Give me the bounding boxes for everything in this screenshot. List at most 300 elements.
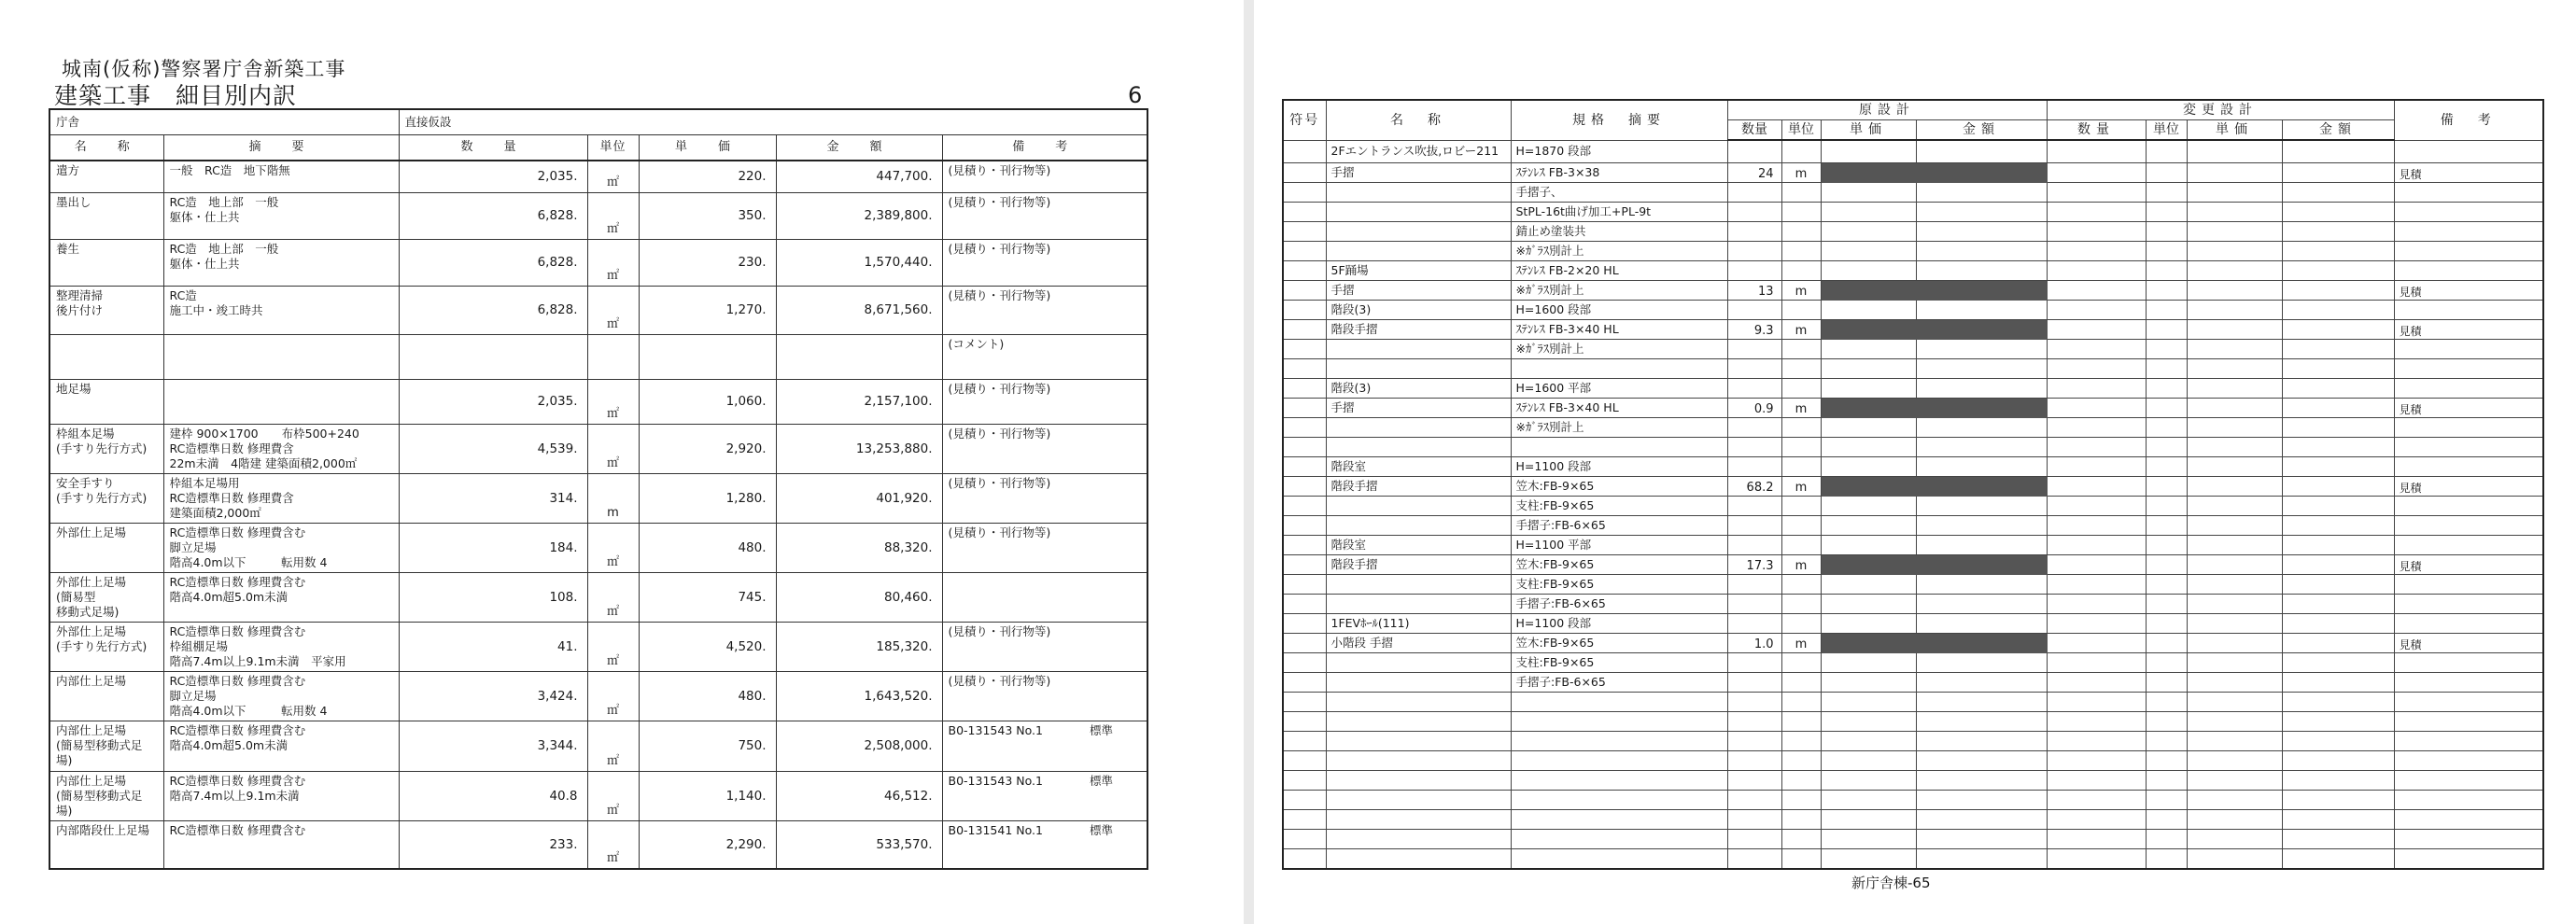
item-qty: 184. [399,523,587,572]
orig-amount [1916,438,2047,457]
chg-unit [2146,497,2187,516]
item-remark [2394,771,2543,791]
table-row [1283,359,2543,379]
item-name [1326,222,1511,242]
item-code [1283,418,1326,438]
orig-qty [1727,712,1781,732]
orig-unit [1781,830,1821,849]
right-document-page [1254,0,2576,924]
chg-qty [2047,140,2146,163]
chg-amount [2282,516,2394,536]
chg-unit [2146,222,2187,242]
chg-price [2187,140,2282,163]
item-name: 地足場 [49,379,163,424]
item-price: 480. [639,671,776,721]
header-chg-price: 単価 [2187,120,2282,141]
orig-qty: 17.3 [1727,555,1781,575]
table-row [49,622,1147,671]
orig-price [1821,595,1916,614]
orig-qty [1727,340,1781,359]
item-name: 階段手摺 [1326,477,1511,497]
chg-price [2187,418,2282,438]
item-amount: 2,157,100. [776,379,942,424]
table-row [1283,555,2543,575]
orig-price [1821,497,1916,516]
orig-amount [1916,203,2047,222]
item-name: 階段室 [1326,457,1511,477]
redacted-amount [1916,634,2047,653]
header-unit: 単位 [587,135,639,161]
orig-qty [1727,653,1781,673]
orig-qty [1727,242,1781,261]
chg-amount [2282,438,2394,457]
chg-price [2187,301,2282,320]
item-qty: 40.8 [399,771,587,820]
header-orig-amount: 金額 [1916,120,2047,141]
table-row [49,721,1147,771]
item-name [1326,359,1511,379]
chg-qty [2047,301,2146,320]
item-name [1326,575,1511,595]
chg-unit [2146,281,2187,301]
item-name: 外部仕上足場 (簡易型 移動式足場) [49,572,163,622]
item-name: 整理清掃 後片付け [49,286,163,334]
orig-price [1821,732,1916,751]
orig-qty: 1.0 [1727,634,1781,653]
orig-price [1821,203,1916,222]
item-code [1283,140,1326,163]
chg-unit [2146,516,2187,536]
redacted-price [1821,320,1916,340]
table-row [49,379,1147,424]
chg-qty [2047,673,2146,693]
item-name: 養生 [49,239,163,286]
item-name [1326,751,1511,771]
item-spec: H=1100 段部 [1511,614,1727,634]
orig-qty [1727,673,1781,693]
orig-amount [1916,183,2047,203]
item-code [1283,261,1326,281]
table-row [1283,693,2543,712]
item-code [1283,536,1326,555]
item-spec: RC造標準日数 修理費含む 階高4.0m超5.0m未満 [163,721,399,771]
orig-qty: 13 [1727,281,1781,301]
chg-unit [2146,810,2187,830]
item-spec: 支柱:FB-9×65 [1511,575,1727,595]
orig-unit: m [1781,477,1821,497]
item-remark [2394,457,2543,477]
item-code [1283,477,1326,497]
chg-unit [2146,575,2187,595]
chg-qty [2047,399,2146,418]
item-code [1283,457,1326,477]
chg-qty [2047,614,2146,634]
table-row [1283,477,2543,497]
item-spec: RC造標準日数 修理費含む 脚立足場 階高4.0m以下 転用数 4 [163,671,399,721]
item-qty: 108. [399,572,587,622]
orig-unit [1781,595,1821,614]
chg-unit [2146,140,2187,163]
chg-price [2187,555,2282,575]
item-price: 350. [639,192,776,239]
item-remarks: B0-131541 No.1 標準 [942,820,1147,869]
orig-amount [1916,261,2047,281]
item-remark [2394,340,2543,359]
item-spec: ｽﾃﾝﾚｽ FB-3×40 HL [1511,320,1727,340]
redacted-price [1821,163,1916,183]
orig-unit [1781,438,1821,457]
chg-amount [2282,477,2394,497]
item-qty: 233. [399,820,587,869]
item-spec: H=1600 段部 [1511,301,1727,320]
chg-unit [2146,320,2187,340]
orig-qty [1727,261,1781,281]
orig-qty: 24 [1727,163,1781,183]
item-spec [1511,359,1727,379]
orig-amount [1916,242,2047,261]
chg-amount [2282,183,2394,203]
item-code [1283,203,1326,222]
item-remark [2394,301,2543,320]
item-remark [2394,516,2543,536]
item-amount: 1,570,440. [776,239,942,286]
item-remark [2394,379,2543,399]
chg-price [2187,849,2282,870]
chg-price [2187,830,2282,849]
table-row [1283,673,2543,693]
item-code [1283,555,1326,575]
orig-price [1821,693,1916,712]
chg-unit [2146,732,2187,751]
table-row [1283,340,2543,359]
item-price: 1,060. [639,379,776,424]
item-amount: 533,570. [776,820,942,869]
orig-unit: m [1781,399,1821,418]
table-row [1283,242,2543,261]
item-name: 手摺 [1326,281,1511,301]
chg-qty [2047,693,2146,712]
orig-price [1821,849,1916,870]
item-remark [2394,359,2543,379]
item-spec: RC造標準日数 修理費含む 脚立足場 階高4.0m以下 転用数 4 [163,523,399,572]
item-name [1326,810,1511,830]
table-row [1283,222,2543,242]
orig-qty [1727,359,1781,379]
item-unit: ㎡ [587,161,639,192]
item-remark [2394,732,2543,751]
item-name [1326,771,1511,791]
item-unit: ㎡ [587,721,639,771]
item-qty: 2,035. [399,379,587,424]
item-unit [587,334,639,379]
orig-amount [1916,140,2047,163]
orig-amount [1916,653,2047,673]
item-price: 2,920. [639,424,776,473]
chg-amount [2282,340,2394,359]
item-unit: ㎡ [587,192,639,239]
item-code [1283,379,1326,399]
item-code [1283,614,1326,634]
orig-price [1821,673,1916,693]
orig-qty [1727,614,1781,634]
table-row [1283,261,2543,281]
item-spec: ※ｶﾞﾗｽ別計上 [1511,242,1727,261]
chg-price [2187,320,2282,340]
item-remark: 見積 [2394,399,2543,418]
item-spec: 笠木:FB-9×65 [1511,477,1727,497]
item-remark [2394,418,2543,438]
item-remarks: (見積り・刊行物等) [942,192,1147,239]
item-name: 内部仕上足場 [49,671,163,721]
chg-price [2187,810,2282,830]
orig-qty [1727,457,1781,477]
item-name [1326,242,1511,261]
table-row [49,473,1147,523]
table-row [1283,712,2543,732]
chg-amount [2282,751,2394,771]
orig-amount [1916,359,2047,379]
item-remarks: (見積り・刊行物等) [942,523,1147,572]
header-orig-qty: 数量 [1727,120,1781,141]
item-name [1326,693,1511,712]
orig-unit [1781,140,1821,163]
orig-qty [1727,732,1781,751]
item-code [1283,399,1326,418]
orig-unit: m [1781,634,1821,653]
chg-qty [2047,242,2146,261]
orig-unit [1781,771,1821,791]
orig-unit [1781,301,1821,320]
item-spec: ｽﾃﾝﾚｽ FB-3×38 [1511,163,1727,183]
orig-price [1821,751,1916,771]
chg-qty [2047,810,2146,830]
header-changed-design: 変更設計 [2047,100,2394,120]
table-row [1283,653,2543,673]
orig-unit [1781,791,1821,810]
chg-qty [2047,340,2146,359]
item-name: 階段(3) [1326,301,1511,320]
item-name [1326,418,1511,438]
orig-price [1821,438,1916,457]
table-row [1283,771,2543,791]
chg-unit [2146,791,2187,810]
orig-amount [1916,457,2047,477]
chg-qty [2047,771,2146,791]
chg-amount [2282,163,2394,183]
item-remark [2394,830,2543,849]
table-row [1283,751,2543,771]
orig-unit [1781,222,1821,242]
item-amount: 2,389,800. [776,192,942,239]
chg-qty [2047,359,2146,379]
header-orig-price: 単価 [1821,120,1916,141]
design-change-table [1282,99,2544,870]
chg-price [2187,438,2282,457]
item-spec [163,334,399,379]
item-remark [2394,242,2543,261]
orig-amount [1916,830,2047,849]
orig-qty [1727,830,1781,849]
orig-unit [1781,242,1821,261]
item-qty: 6,828. [399,286,587,334]
item-price: 4,520. [639,622,776,671]
orig-qty [1727,301,1781,320]
orig-price [1821,791,1916,810]
item-code [1283,438,1326,457]
item-name: 階段(3) [1326,379,1511,399]
item-name [1326,340,1511,359]
item-spec: 枠組本足場用 RC造標準日数 修理費含 建築面積2,000㎡ [163,473,399,523]
chg-price [2187,693,2282,712]
chg-unit [2146,653,2187,673]
item-remarks: (見積り・刊行物等) [942,161,1147,192]
chg-amount [2282,418,2394,438]
item-price: 2,290. [639,820,776,869]
orig-unit [1781,418,1821,438]
orig-amount [1916,614,2047,634]
chg-unit [2146,555,2187,575]
item-price: 480. [639,523,776,572]
orig-unit [1781,183,1821,203]
table-row [49,771,1147,820]
orig-qty [1727,595,1781,614]
chg-unit [2146,830,2187,849]
orig-unit [1781,849,1821,870]
item-code [1283,301,1326,320]
orig-amount [1916,849,2047,870]
orig-unit [1781,751,1821,771]
redacted-amount [1916,555,2047,575]
item-remarks: B0-131543 No.1 標準 [942,721,1147,771]
item-price: 1,140. [639,771,776,820]
chg-qty [2047,830,2146,849]
chg-qty [2047,516,2146,536]
redacted-price [1821,281,1916,301]
chg-amount [2282,261,2394,281]
orig-price [1821,771,1916,791]
orig-amount [1916,791,2047,810]
chg-price [2187,261,2282,281]
chg-amount [2282,830,2394,849]
chg-qty [2047,595,2146,614]
item-spec [1511,712,1727,732]
chg-qty [2047,438,2146,457]
item-name: 内部階段仕上足場 [49,820,163,869]
item-remark: 見積 [2394,555,2543,575]
item-spec: 支柱:FB-9×65 [1511,653,1727,673]
item-name: 遣方 [49,161,163,192]
orig-amount [1916,516,2047,536]
item-price: 1,280. [639,473,776,523]
chg-price [2187,771,2282,791]
chg-amount [2282,693,2394,712]
orig-amount [1916,536,2047,555]
header-name: 名 称 [49,135,163,161]
item-amount: 185,320. [776,622,942,671]
chg-amount [2282,222,2394,242]
item-remark [2394,497,2543,516]
chg-qty [2047,477,2146,497]
item-name [1326,203,1511,222]
orig-unit [1781,516,1821,536]
item-spec: 建枠 900×1700 布枠500+240 RC造標準日数 修理費含 22m未満 4階建 建築面積2,000㎡ [163,424,399,473]
item-amount: 88,320. [776,523,942,572]
orig-unit [1781,810,1821,830]
item-spec: RC造標準日数 修理費含む 階高7.4m以上9.1m未満 [163,771,399,820]
item-spec [1511,693,1727,712]
item-remarks: (見積り・刊行物等) [942,473,1147,523]
item-spec: 笠木:FB-9×65 [1511,555,1727,575]
item-name: 階段手摺 [1326,555,1511,575]
item-spec: 手摺子:FB-6×65 [1511,595,1727,614]
section-category: 直接仮設 [399,109,1147,135]
orig-qty [1727,183,1781,203]
item-amount: 401,920. [776,473,942,523]
breakdown-table [49,108,1148,870]
chg-unit [2146,751,2187,771]
item-remarks: B0-131543 No.1 標準 [942,771,1147,820]
item-qty: 6,828. [399,192,587,239]
item-remark [2394,536,2543,555]
item-name [1326,712,1511,732]
chg-unit [2146,595,2187,614]
item-name: 外部仕上足場 (手すり先行方式) [49,622,163,671]
item-amount: 2,508,000. [776,721,942,771]
item-spec: 一般 RC造 地下階無 [163,161,399,192]
table-row [1283,399,2543,418]
item-unit: ㎡ [587,572,639,622]
table-row [1283,418,2543,438]
redacted-amount [1916,320,2047,340]
page-footer: 新庁舎棟-65 [1851,875,1931,891]
orig-unit [1781,261,1821,281]
orig-qty: 0.9 [1727,399,1781,418]
table-row [49,424,1147,473]
chg-price [2187,516,2282,536]
item-name: 5F踊場 [1326,261,1511,281]
orig-amount [1916,595,2047,614]
item-spec: ｽﾃﾝﾚｽ FB-3×40 HL [1511,399,1727,418]
redacted-price [1821,634,1916,653]
item-code [1283,281,1326,301]
chg-price [2187,203,2282,222]
chg-amount [2282,536,2394,555]
item-remark: 見積 [2394,634,2543,653]
chg-unit [2146,477,2187,497]
chg-price [2187,359,2282,379]
table-row [1283,183,2543,203]
chg-unit [2146,379,2187,399]
item-name [1326,830,1511,849]
orig-price [1821,536,1916,555]
item-unit: ㎡ [587,622,639,671]
orig-price [1821,301,1916,320]
item-code [1283,634,1326,653]
table-row [1283,634,2543,653]
table-row [1283,536,2543,555]
item-name [1326,791,1511,810]
orig-amount [1916,575,2047,595]
orig-qty [1727,810,1781,830]
item-spec [1511,771,1727,791]
orig-amount [1916,340,2047,359]
orig-unit [1781,653,1821,673]
chg-unit [2146,301,2187,320]
item-spec: RC造 施工中・竣工時共 [163,286,399,334]
orig-unit [1781,614,1821,634]
chg-amount [2282,281,2394,301]
orig-price [1821,359,1916,379]
